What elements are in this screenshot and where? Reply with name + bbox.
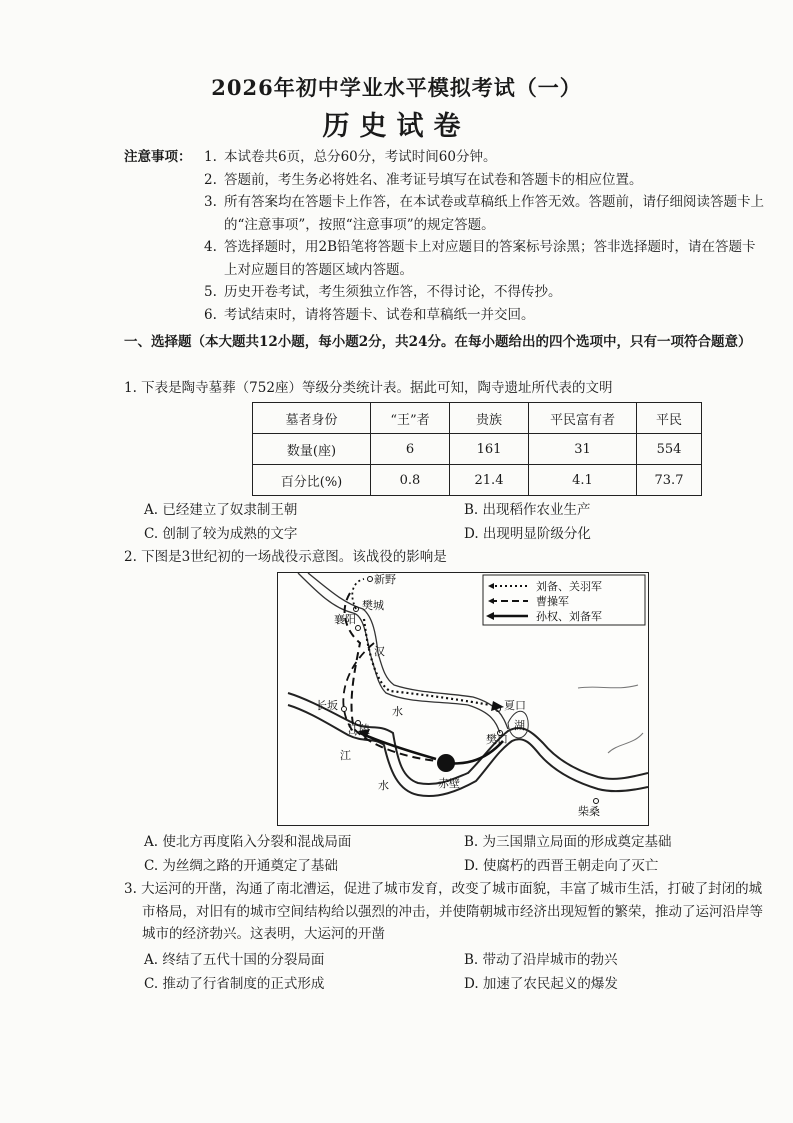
han-river-east-bank [308, 573, 508, 729]
city-dot [342, 707, 347, 712]
table-cell: 百分比(%) [253, 465, 371, 496]
option-b: B. 为三国鼎立局面的形成奠定基础 [464, 834, 672, 850]
notice-item-num: 3. [204, 194, 217, 210]
question-1-stem: 1. 下表是陶寺墓葬（752座）等级分类统计表。据此可知，陶寺遗址所代表的文明 [124, 380, 613, 396]
place-label: 水 [392, 705, 403, 718]
place-label: 水 [378, 779, 389, 792]
table-row [253, 465, 702, 496]
battle-map [277, 572, 649, 826]
notice-item [204, 146, 764, 169]
legend-label: 刘备、关羽军 [536, 580, 602, 593]
city-dot [368, 577, 373, 582]
place-label: 樊口 [486, 733, 508, 746]
city-dot [594, 799, 599, 804]
option-a: A. 终结了五代十国的分裂局面 [144, 952, 325, 968]
option-c: C. 为丝绸之路的开通奠定了基础 [144, 858, 338, 874]
notice-item-num: 5. [204, 284, 217, 300]
place-label: 夏口 [504, 699, 526, 712]
option-d: D. 加速了农民起义的爆发 [464, 976, 618, 992]
notice-item-text: 答选择题时，用2B铅笔将答题卡上对应题目的答案标号涂黑；答非选择题时，请在答题卡上对应题目的答题区域内答题。 [224, 239, 756, 278]
table-cell: 0.8 [371, 465, 450, 496]
question-2-stem: 2. 下图是3世纪初的一场战役示意图。该战役的影响是 [124, 549, 447, 565]
table-header-cell: “王”者 [371, 403, 450, 434]
section-title: 一、选择题（本大题共12小题，每小题2分，共24分。在每小题给出的四个选项中，只有一项符合题意） [124, 334, 752, 350]
table-cell: 21.4 [450, 465, 529, 496]
notice-item-num: 6. [204, 306, 217, 323]
notice-item-text: 所有答案均在答题卡上作答，在本试卷或草稿纸上作答无效。答题前，请仔细阅读答题卡上的“注意事项”，按照“注意事项”的规定答题。 [224, 194, 764, 233]
notice-list [124, 146, 764, 326]
place-label: 樊城 [362, 599, 384, 612]
table-cell: 6 [371, 434, 450, 465]
option-d: D. 出现明显阶级分化 [464, 526, 591, 542]
notice-item-text: 历史开卷考试，考生须独立作答，不得讨论，不得传抄。 [224, 284, 562, 300]
map-legend [483, 575, 645, 625]
option-c: C. 推动了行省制度的正式形成 [144, 976, 325, 992]
table-header-cell: 贵族 [450, 403, 529, 434]
option-a: A. 已经建立了奴隶制王朝 [144, 502, 298, 518]
option-b: B. 出现稻作农业生产 [464, 502, 591, 518]
table-row [253, 434, 702, 465]
question-2-options [124, 830, 764, 878]
legend-label: 孙权、刘备军 [536, 610, 602, 623]
lake-label: 湖 [514, 719, 525, 732]
notice-item [204, 191, 764, 236]
hill-contour [578, 685, 638, 688]
table-header-cell: 墓者身份 [253, 403, 371, 434]
notice-item-num: 4. [204, 239, 217, 255]
notice-item [204, 169, 764, 192]
option-b: B. 带动了沿岸城市的勃兴 [464, 952, 618, 968]
notice-block [124, 146, 764, 326]
notice-item [204, 236, 764, 281]
question-2 [124, 546, 764, 569]
table-cell: 554 [637, 434, 702, 465]
place-label: 襄阳 [334, 613, 356, 626]
question-3-stem: 3. 大运河的开凿，沟通了南北漕运，促进了城市发育，改变了城市面貌，丰富了城市生活，打破了封闭的城市格局，对旧有的城市空间结构给以强烈的冲击，并使隋朝城市经济出现短暂的繁荣，推动了运河沿岸等城市的经济勃兴。这表明，大运河的开凿 [124, 881, 763, 942]
option-d: D. 使腐朽的西晋王朝走向了灭亡 [464, 858, 659, 874]
place-label: 汉 [374, 645, 385, 658]
notice-item-text: 考试结束时，请将答题卡、试卷和草稿纸一并交回。 [224, 306, 535, 323]
chibi-battle-marker [437, 754, 455, 772]
table-cell: 161 [450, 434, 529, 465]
question-1-options [124, 498, 764, 546]
question-3 [124, 878, 764, 946]
table-cell: 4.1 [529, 465, 637, 496]
place-label: 江陵 [348, 723, 370, 736]
option-c: C. 创制了较为成熟的文字 [144, 526, 298, 542]
notice-item [204, 281, 764, 304]
exam-title: 2026年初中学业水平模拟考试（一） [211, 75, 582, 100]
place-label: 江 [340, 749, 351, 762]
hill-contour [608, 733, 643, 753]
place-label: 新野 [374, 573, 396, 586]
table-cell: 31 [529, 434, 637, 465]
question-3-options [124, 948, 764, 996]
table-header-row [253, 403, 702, 434]
notice-item-num: 1. [204, 149, 217, 165]
tomb-statistics-table [252, 402, 702, 496]
city-dot [356, 626, 361, 631]
exam-subject-title: 历史试卷 [322, 111, 471, 142]
table-cell: 数量(座) [253, 434, 371, 465]
notice-item [204, 304, 764, 327]
notice-item-num: 2. [204, 171, 217, 188]
question-1 [124, 377, 764, 400]
yangtze-river-north-bank [288, 693, 648, 784]
table-header-cell: 平民 [637, 403, 702, 434]
table-cell: 73.7 [637, 465, 702, 496]
notice-item-text: 本试卷共6页，总分60分，考试时间60分钟。 [224, 149, 497, 165]
legend-label: 曹操军 [536, 595, 569, 608]
place-label: 长坂 [316, 699, 338, 712]
notice-lead: 注意事项： [124, 149, 192, 165]
notice-item-text: 答题前，考生务必将姓名、准考证号填写在试卷和答题卡的相应位置。 [224, 171, 643, 188]
section-heading [124, 331, 764, 354]
table-header-cell: 平民富有者 [529, 403, 637, 434]
option-a: A. 使北方再度陷入分裂和混战局面 [144, 834, 352, 850]
arrowhead [491, 701, 504, 711]
place-label: 柴桑 [578, 805, 600, 818]
place-label: 赤壁 [438, 777, 460, 790]
